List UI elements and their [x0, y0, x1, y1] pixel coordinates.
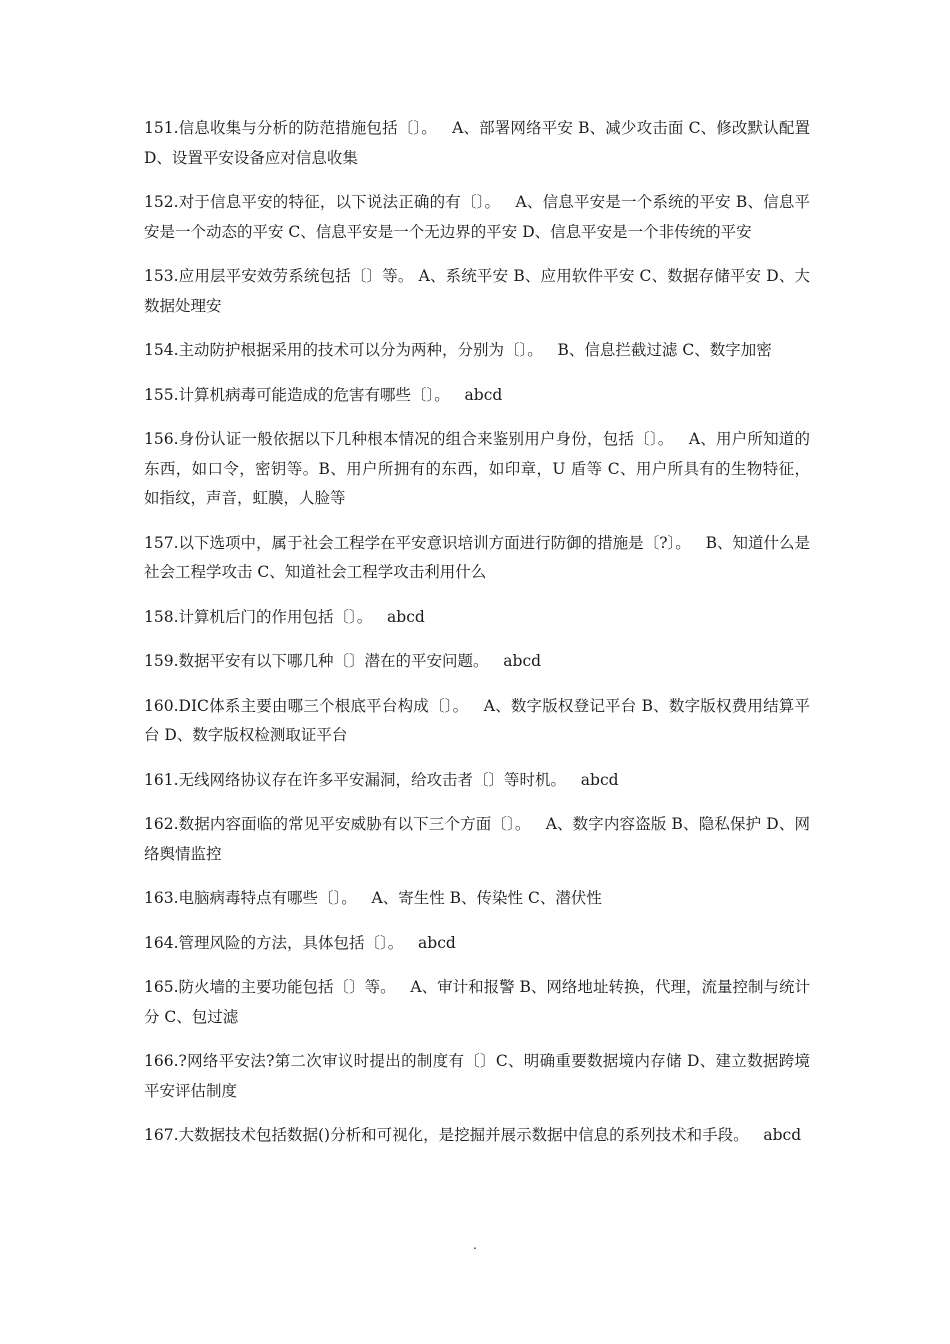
question-155: 155.计算机病毒可能造成的危害有哪些〔〕。 abcd	[144, 385, 503, 404]
question-162: 162.数据内容面临的常见平安威胁有以下三个方面〔〕。 A、数字内容盗版 B、隐私保护 D、网络舆情监控	[144, 815, 810, 863]
question-160: 160.DIC体系主要由哪三个根底平台构成〔〕。 A、数字版权登记平台 B、数字版权费用结算平台 D、数字版权检测取证平台	[144, 696, 810, 744]
question-157: 157.以下选项中，属于社会工程学在平安意识培训方面进行防御的措施是〔?〕。 B、知道什么是社会工程学攻击 C、知道社会工程学攻击利用什么	[144, 533, 810, 581]
question-164: 164.管理风险的方法，具体包括〔〕。 abcd	[144, 933, 456, 952]
question-163: 163.电脑病毒特点有哪些〔〕。 A、寄生性 B、传染性 C、潜伏性	[144, 889, 602, 907]
question-152: 152.对于信息平安的特征，以下说法正确的有〔〕。 A、信息平安是一个系统的平安 B、信息平安是一个动态的平安 C、信息平安是一个无边界的平安 D、信息平安是一个非传统的平安	[144, 193, 810, 241]
question-167: 167.大数据技术包括数据()分析和可视化，是挖掘并展示数据中信息的系列技术和手段。 abcd	[144, 1126, 802, 1144]
question-153: 153.应用层平安效劳系统包括〔〕等。 A、系统平安 B、应用软件平安 C、数据存储平安 D、大数据处理安	[144, 267, 810, 315]
page-footer-mark: .	[473, 1238, 477, 1252]
question-156: 156.身份认证一般依据以下几种根本情况的组合来鉴别用户身份，包括〔〕。 A、用户所知道的东西，如口令，密钥等。B、用户所拥有的东西，如印章，U 盾等 C、用户所具有的生物特征，如指纹，声音，虹膜，人脸等	[144, 430, 810, 507]
question-154: 154.主动防护根据采用的技术可以分为两种，分别为〔〕。 B、信息拦截过滤 C、数字加密	[144, 341, 772, 359]
question-165: 165.防火墙的主要功能包括〔〕等。 A、审计和报警 B、网络地址转换，代理，流量控制与统计分 C、包过滤	[144, 978, 810, 1026]
question-158: 158.计算机后门的作用包括〔〕。 abcd	[144, 607, 425, 626]
question-166: 166.?网络平安法?第二次审议时提出的制度有〔〕C、明确重要数据境内存储 D、建立数据跨境平安评估制度	[144, 1052, 810, 1100]
question-161: 161.无线网络协议存在许多平安漏洞，给攻击者〔〕等时机。 abcd	[144, 770, 619, 789]
question-151: 151.信息收集与分析的防范措施包括〔〕。 A、部署网络平安 B、减少攻击面 C、修改默认配置 D、设置平安设备应对信息收集	[144, 119, 815, 167]
question-159: 159.数据平安有以下哪几种〔〕潜在的平安问题。 abcd	[144, 652, 542, 670]
question-list	[144, 114, 815, 1166]
